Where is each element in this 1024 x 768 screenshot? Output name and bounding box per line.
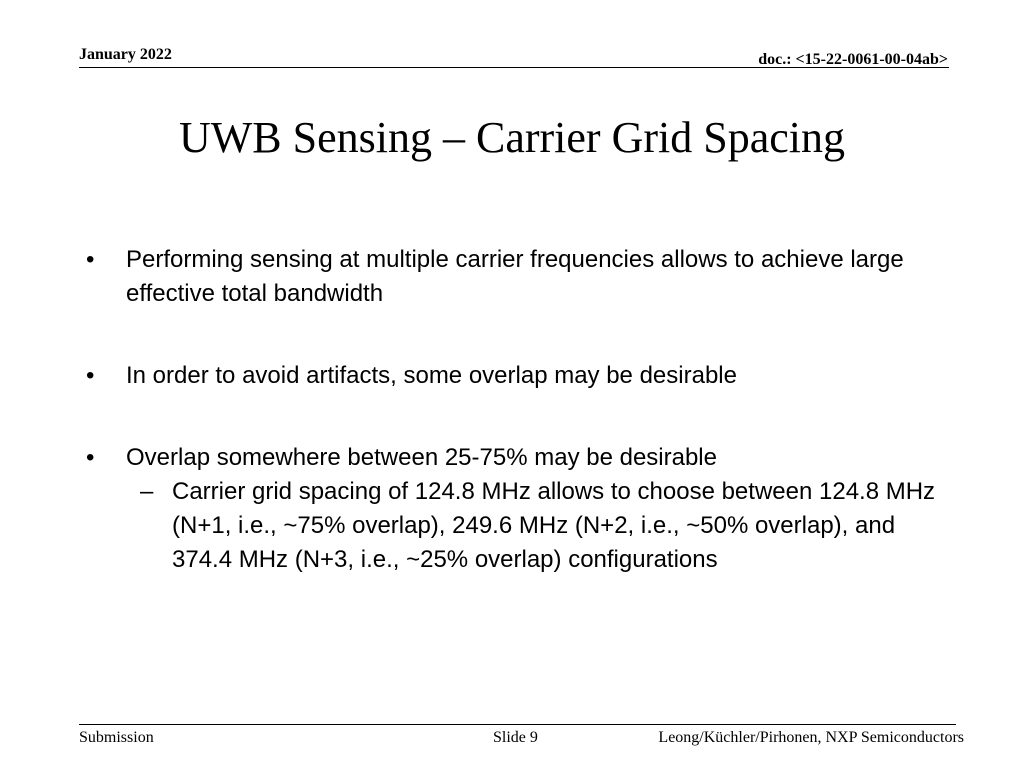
bullet-marker: • (86, 362, 95, 389)
bullet-item-3 (86, 441, 946, 475)
bullet-text: Overlap somewhere between 25-75% may be desirable (126, 444, 717, 471)
header-doc-id: doc.: <15-22-0061-00-04ab> (758, 51, 948, 68)
bullet-marker: • (86, 246, 95, 273)
header-date: January 2022 (79, 46, 172, 63)
footer-divider (79, 724, 956, 725)
bullet-item-1 (86, 243, 946, 311)
bullet-marker: • (86, 444, 95, 471)
sub-bullet-item-1 (86, 475, 946, 577)
slide-title: UWB Sensing – Carrier Grid Spacing (179, 113, 845, 162)
footer-authors: Leong/Küchler/Pirhonen, NXP Semiconductors (658, 729, 964, 746)
bullet-text: In order to avoid artifacts, some overlap may be desirable (126, 362, 737, 389)
footer-slide-number: Slide 9 (493, 729, 538, 746)
header-divider (79, 67, 949, 68)
sub-bullet-text: Carrier grid spacing of 124.8 MHz allows to choose between 124.8 MHz (N+1, i.e., ~75% overlap), 249.6 MHz (N+2, i.e., ~50% overlap), and 374.4 MHz (N+3, i.e., ~25% overlap) configurations (172, 478, 936, 573)
bullet-text: Performing sensing at multiple carrier frequencies allows to achieve large effective total bandwidth (126, 246, 904, 307)
bullet-list (86, 243, 946, 577)
footer-submission: Submission (79, 729, 154, 746)
bullet-item-2 (86, 359, 946, 393)
sub-bullet-marker: – (140, 478, 154, 505)
